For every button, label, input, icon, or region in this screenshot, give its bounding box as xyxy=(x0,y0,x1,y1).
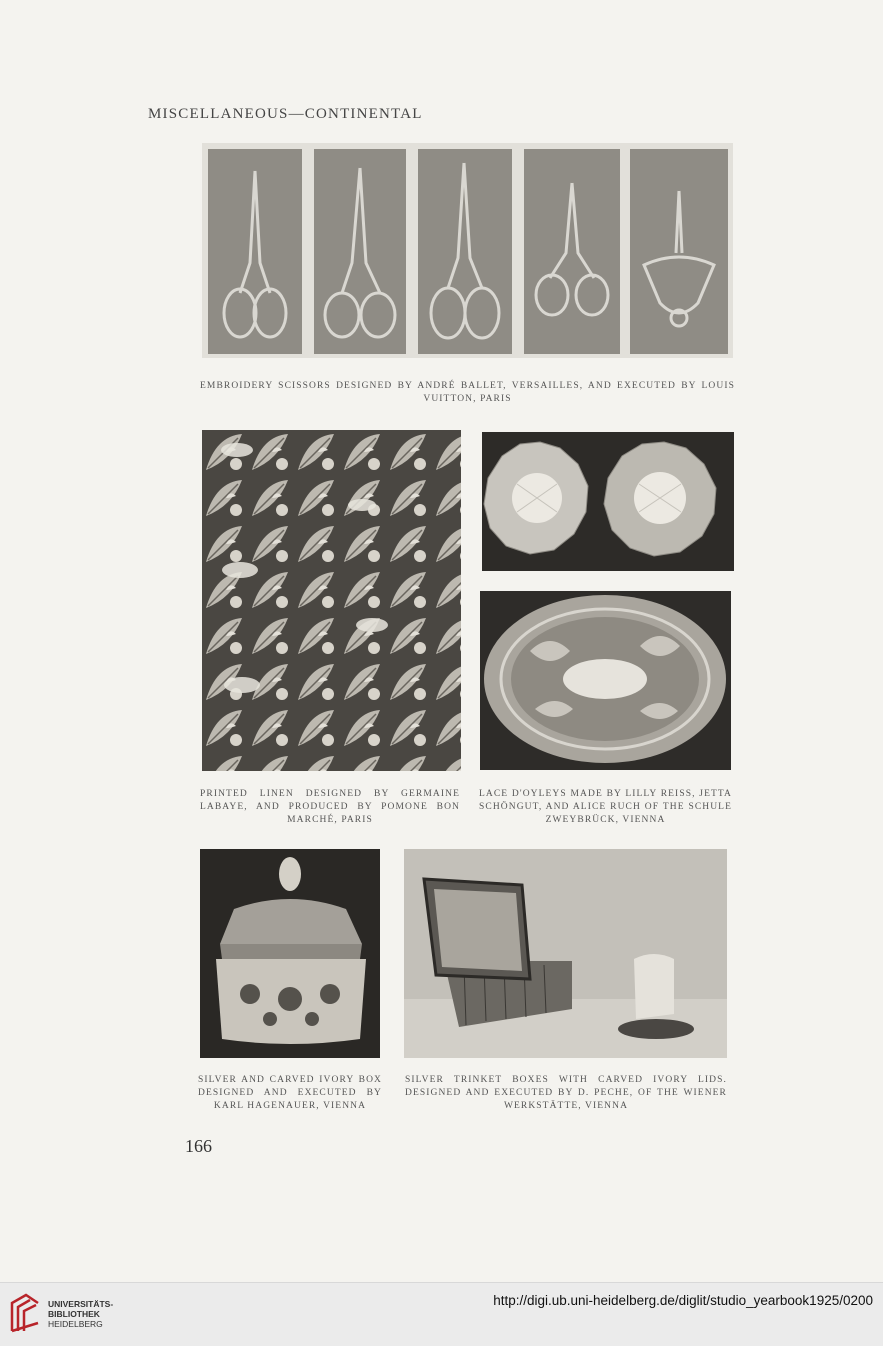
source-url-link[interactable]: http://digi.ub.uni-heidelberg.de/diglit/studio_yearbook1925/0200 xyxy=(493,1293,873,1308)
library-name-line2: BIBLIOTHEK xyxy=(48,1309,100,1319)
library-name xyxy=(48,1299,113,1329)
trinket-boxes-photo xyxy=(404,849,727,1058)
library-name-line1: UNIVERSITÄTS- xyxy=(48,1299,114,1309)
linen-photo xyxy=(202,430,461,771)
trinket-boxes-caption: SILVER TRINKET BOXES WITH CARVED IVORY LIDS. DESIGNED AND EXECUTED BY D. PECHE, OF THE WIENER WERKSTÄTTE, VIENNA xyxy=(405,1075,727,1111)
ivory-box-photo xyxy=(200,849,380,1058)
lace-doilies-photo xyxy=(482,432,734,571)
scissors-caption: EMBROIDERY SCISSORS DESIGNED BY ANDRÉ BALLET, VERSAILLES, AND EXECUTED BY LOUIS VUITTON, PARIS xyxy=(200,381,735,404)
footer-bar xyxy=(0,1282,883,1346)
university-library-logo-icon[interactable] xyxy=(8,1291,42,1335)
lace-oval-photo xyxy=(480,591,731,770)
running-header: MISCELLANEOUS—CONTINENTAL xyxy=(148,106,423,122)
linen-caption: PRINTED LINEN DESIGNED BY GERMAINE LABAYE, AND PRODUCED BY POMONE BON MARCHÉ, PARIS xyxy=(200,789,460,825)
ivory-box-caption: SILVER AND CARVED IVORY BOX DESIGNED AND EXECUTED BY KARL HAGENAUER, VIENNA xyxy=(198,1075,382,1111)
lace-caption: LACE D'OYLEYS MADE BY LILLY REISS, JETTA SCHÖNGUT, AND ALICE RUCH OF THE SCHULE ZWEYBRÜCK, VIENNA xyxy=(479,789,732,825)
page-number: 166 xyxy=(185,1136,212,1156)
library-name-line3: HEIDELBERG xyxy=(48,1319,103,1329)
scissors-photo xyxy=(202,143,733,358)
